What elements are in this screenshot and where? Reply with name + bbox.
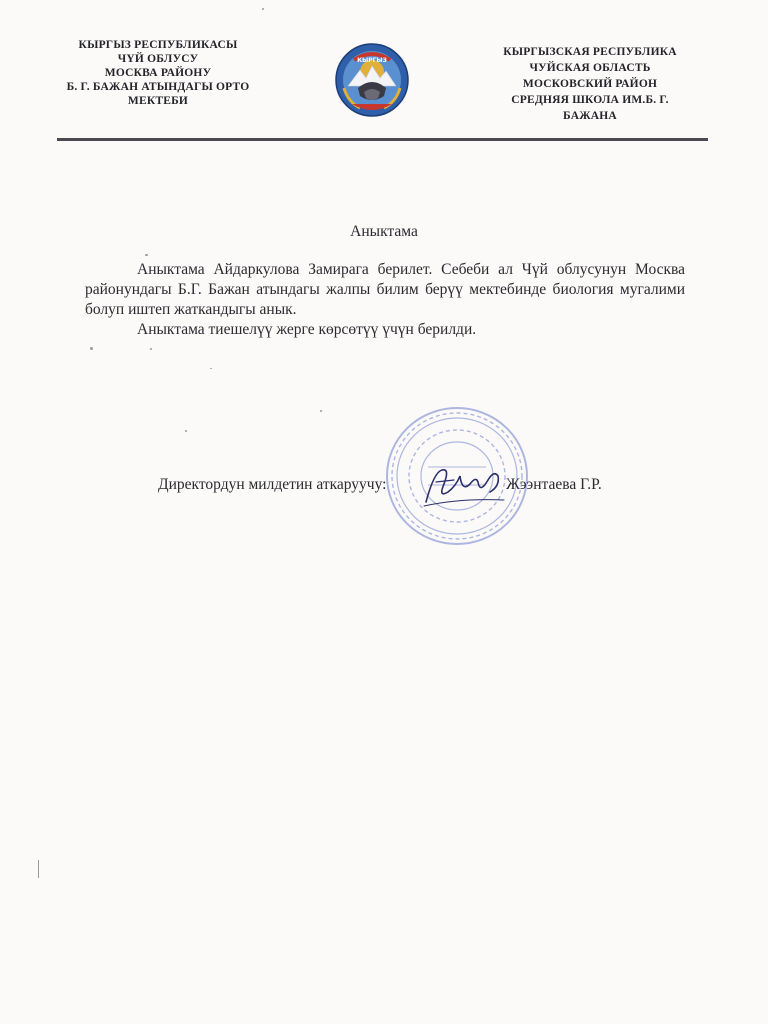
scan-speck [185, 430, 187, 432]
header-right-line: МОСКОВСКИЙ РАЙОН [522, 78, 658, 90]
document-title: Аныктама [350, 223, 418, 240]
document-body [85, 260, 685, 340]
scan-speck [262, 8, 264, 10]
header-left-line: МЕКТЕБИ [127, 95, 189, 107]
header-left-line: МОСКВА РАЙОНУ [104, 67, 212, 79]
scan-speck [150, 348, 152, 350]
body-paragraph: Аныктама Айдаркулова Замирага берилет. Себеби ал Чүй облусунун Москва районундагы Б.Г. Бажан атындагы жалпы билим берүү мектебинде биология мугалими болуп иштеп жаткандыгы анык. [85, 261, 685, 318]
header-right-line: ЧУЙСКАЯ ОБЛАСТЬ [529, 62, 651, 74]
header-left-kyrgyz [42, 38, 274, 108]
body-paragraph: Аныктама тиешелүү жерге көрсөтүү үчүн берилди. [137, 321, 477, 338]
header-right-line: СРЕДНЯЯ ШКОЛА ИМ.Б. Г. [511, 94, 669, 106]
emblem-text: КЫРГЫЗ [357, 57, 387, 64]
header-divider [57, 138, 708, 141]
header-left-line: ЧҮЙ ОБЛУСУ [117, 53, 199, 65]
header-right-russian [470, 44, 710, 124]
signatory-name: Жээнтаева Г.Р. [506, 476, 602, 493]
scan-speck [90, 347, 93, 350]
header-right-line: БАЖАНА [563, 110, 617, 122]
handwritten-signature-icon [420, 462, 510, 512]
header-right-line: КЫРГЫЗСКАЯ РЕСПУБЛИКА [503, 46, 677, 58]
signatory-role: Директордун милдетин аткаруучу: [158, 476, 387, 493]
scan-speck [145, 254, 148, 256]
scan-speck [210, 368, 212, 369]
scan-speck [38, 860, 39, 878]
scan-speck [320, 410, 322, 412]
header-left-line: Б. Г. БАЖАН АТЫНДАГЫ ОРТО [66, 81, 250, 93]
header-left-line: КЫРГЫЗ РЕСПУБЛИКАСЫ [78, 39, 238, 51]
state-emblem-icon [334, 42, 410, 118]
